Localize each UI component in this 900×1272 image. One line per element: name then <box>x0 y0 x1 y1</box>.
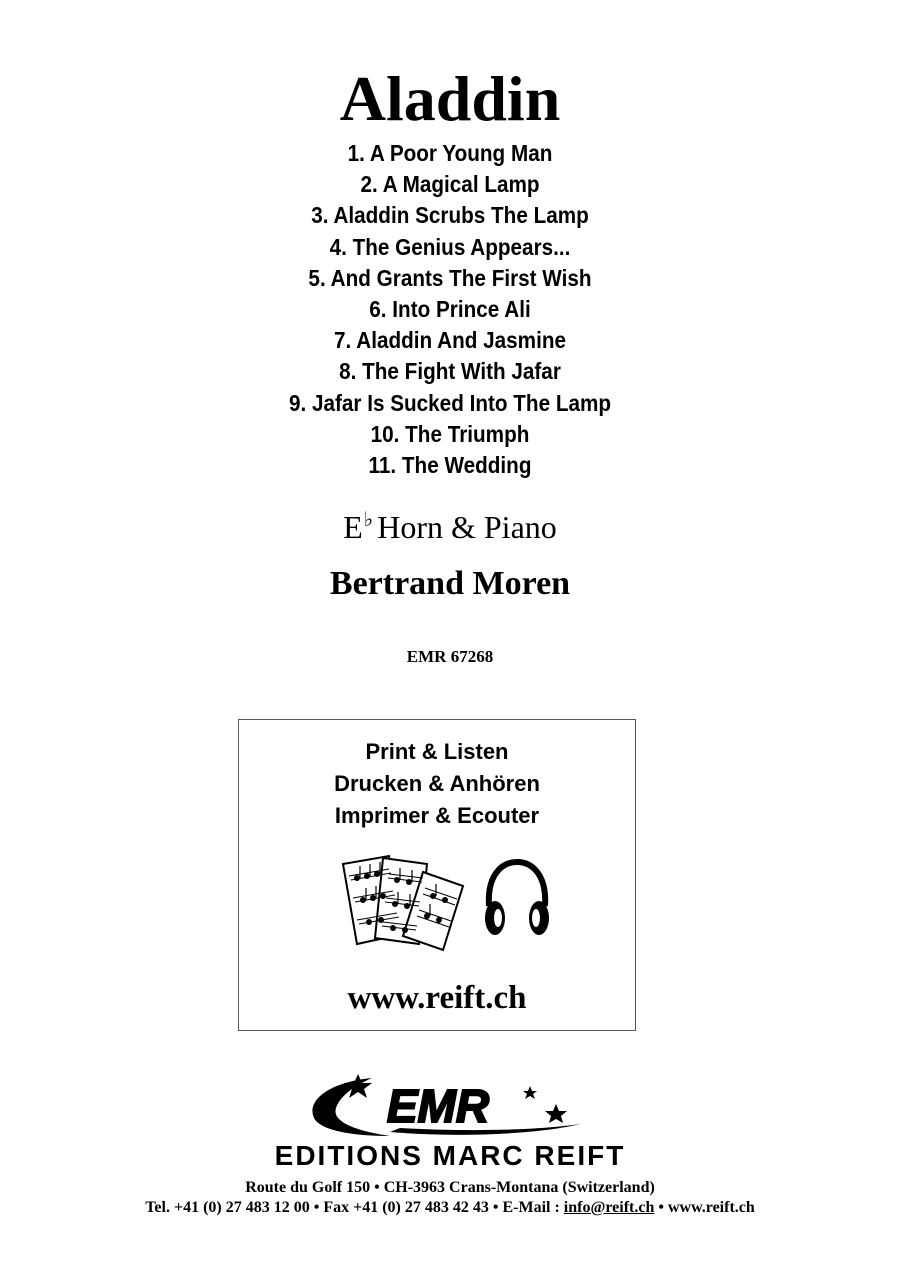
sheet-music-icon <box>339 852 467 952</box>
movement-list <box>0 138 900 481</box>
movement-item: 3. Aladdin Scrubs The Lamp <box>311 202 589 229</box>
movement-item: 7. Aladdin And Jasmine <box>334 327 566 354</box>
promo-url[interactable]: www.reift.ch <box>347 980 527 1016</box>
promo-line-german: Drucken & Anhören <box>334 771 540 796</box>
movement-item: 6. Into Prince Ali <box>369 295 531 322</box>
promo-lines <box>239 736 635 832</box>
movement-item: 4. The Genius Appears... <box>329 233 571 260</box>
publisher-name: EDITIONS MARC REIFT <box>274 1140 626 1171</box>
movement-item: 10. The Triumph <box>370 420 530 447</box>
movement-item: 5. And Grants The First Wish <box>308 264 592 291</box>
instrument-text: Horn & Piano <box>377 509 557 545</box>
print-listen-box <box>238 719 636 1031</box>
instrument-key: E <box>343 509 363 545</box>
headphones-icon <box>481 858 553 940</box>
catalog-number: EMR 67268 <box>406 647 494 666</box>
flat-sign: ♭ <box>363 509 374 531</box>
movement-item: 8. The Fight With Jafar <box>339 358 561 385</box>
promo-line-english: Print & Listen <box>365 739 509 764</box>
tel-fax: Tel. +41 (0) 27 483 12 00 • Fax +41 (0) 27 483 42 43 • E-Mail : <box>145 1199 564 1216</box>
promo-line-french: Imprimer & Ecouter <box>334 803 540 828</box>
publisher-contact <box>0 1198 900 1218</box>
composer-name: Bertrand Moren <box>329 565 571 602</box>
page-title: Aladdin <box>339 63 561 134</box>
logo-text: EMR <box>386 1080 490 1132</box>
emr-logo <box>240 1068 660 1144</box>
publisher-address: Route du Golf 150 • CH-3963 Crans-Montana (Switzerland) <box>245 1179 655 1196</box>
movement-item: 1. A Poor Young Man <box>347 140 553 166</box>
web-address: • www.reift.ch <box>654 1199 755 1216</box>
instrumentation <box>0 500 900 547</box>
email-link[interactable]: info@reift.ch <box>563 1199 655 1216</box>
movement-item: 2. A Magical Lamp <box>360 171 540 198</box>
movement-item: 11. The Wedding <box>368 451 532 478</box>
movement-item: 9. Jafar Is Sucked Into The Lamp <box>288 389 612 416</box>
